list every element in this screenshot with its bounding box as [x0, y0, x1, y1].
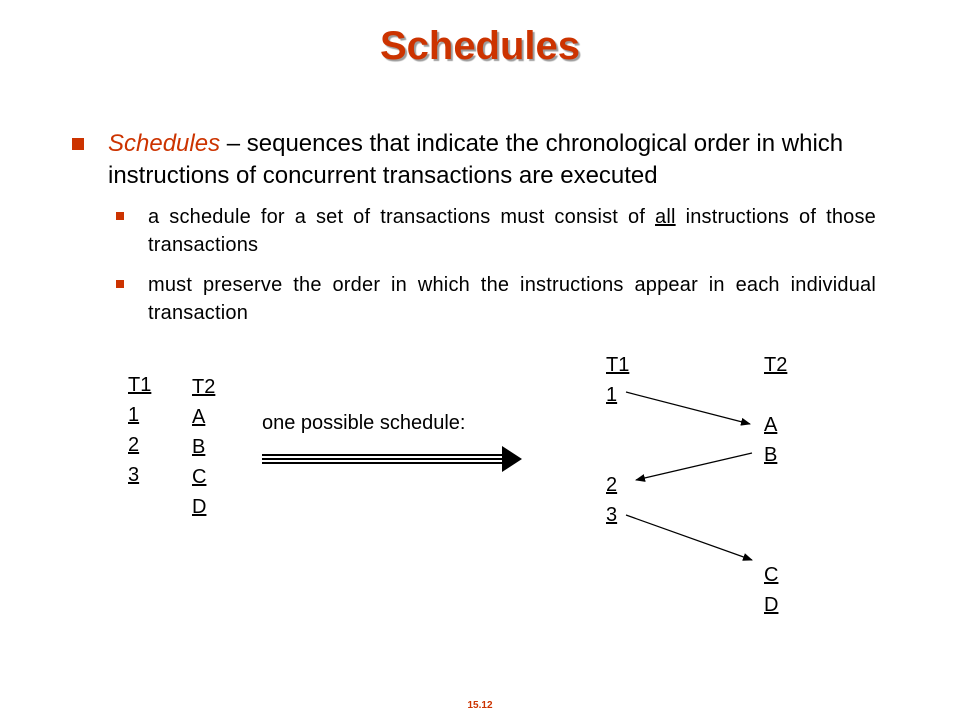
right-t1-item: 1: [606, 384, 618, 406]
left-t1-header: T1: [128, 374, 152, 396]
right-t1-header: T1: [606, 354, 630, 376]
arrow-3-to-C: [626, 515, 752, 560]
right-t1-item: 3: [606, 504, 618, 526]
left-t2-item: B: [192, 436, 206, 458]
sub-bullet-2-text: must preserve the order in which the instructions appear in each individual transaction: [148, 274, 876, 324]
right-t1-item: 2: [606, 474, 618, 496]
left-t2-item: A: [192, 406, 206, 428]
slide-title: Schedules: [379, 24, 581, 68]
double-arrow-icon: [262, 446, 522, 472]
bullet-definition: – sequences that indicate the chronological order in which instructions of concurrent transactions are executed: [108, 130, 844, 189]
sub-bullet-1-part-a: a schedule for a set of transactions must consist of: [148, 206, 656, 228]
right-t2-item: C: [764, 564, 779, 586]
right-t2-item: D: [764, 594, 779, 616]
arrow-B-to-2: [636, 453, 752, 480]
left-t1-item: 3: [128, 464, 140, 486]
left-t1-item: 1: [128, 404, 140, 426]
sub-bullet-1-emphasis: all: [655, 206, 676, 228]
bullet-term: Schedules: [108, 130, 221, 157]
left-t2-header: T2: [192, 376, 216, 398]
right-t2-item: B: [764, 444, 778, 466]
schedule-caption: one possible schedule:: [262, 412, 466, 434]
sub-bullet-1-part-b: instructions of those transactions: [148, 206, 876, 256]
right-t2-header: T2: [764, 354, 788, 376]
left-t2-item: C: [192, 466, 207, 488]
left-t2-item: D: [192, 496, 207, 518]
right-t2-item: A: [764, 414, 778, 436]
page-number: 15.12: [467, 700, 493, 711]
left-t1-item: 2: [128, 434, 140, 456]
arrow-1-to-A: [626, 392, 750, 424]
